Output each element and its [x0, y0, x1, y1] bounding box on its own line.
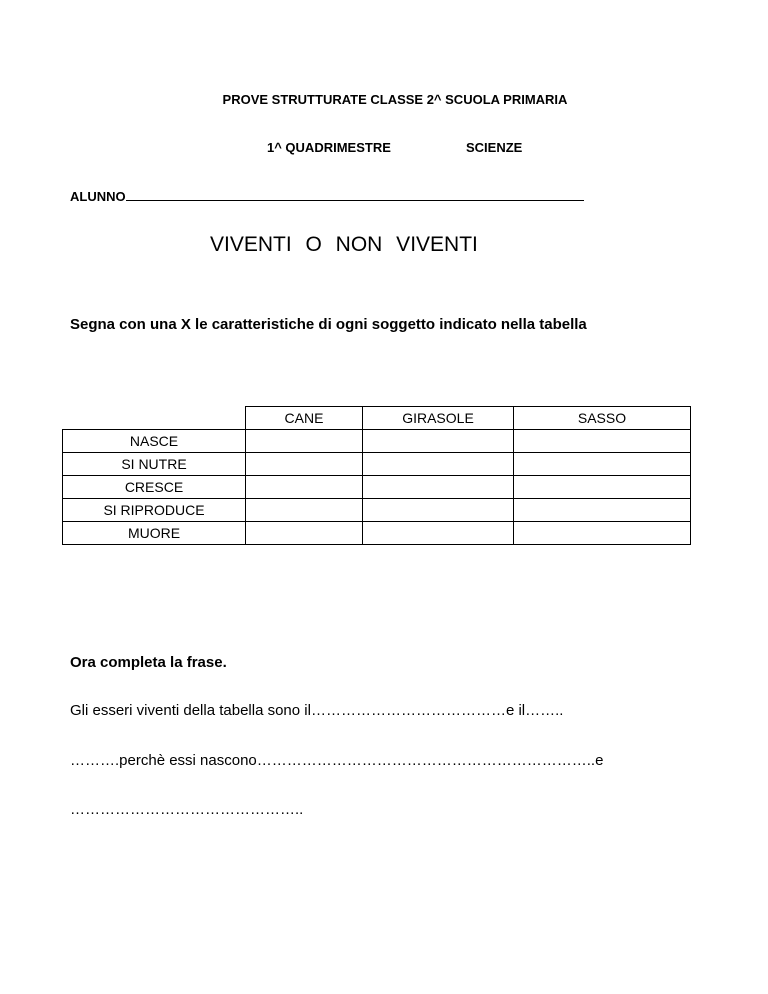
quarter-label: 1^ QUADRIMESTRE [267, 140, 391, 155]
table-row [63, 522, 691, 545]
row-label-si-nutre: SI NUTRE [63, 453, 246, 476]
column-header-girasole: GIRASOLE [363, 407, 514, 430]
table-corner [63, 407, 246, 430]
subject-label: SCIENZE [466, 140, 523, 155]
instruction-text: Segna con una X le caratteristiche di ogni soggetto indicato nella tabella [70, 316, 587, 333]
row-label-nasce: NASCE [63, 430, 246, 453]
checkbox-cell[interactable] [246, 430, 363, 453]
checkbox-cell[interactable] [246, 499, 363, 522]
row-label-cresce: CRESCE [63, 476, 246, 499]
page-title: VIVENTI O NON VIVENTI [210, 233, 478, 256]
checkbox-cell[interactable] [514, 476, 691, 499]
column-header-sasso: SASSO [514, 407, 691, 430]
student-label: ALUNNO [70, 189, 126, 204]
checkbox-cell[interactable] [363, 499, 514, 522]
checkbox-cell[interactable] [363, 476, 514, 499]
checkbox-cell[interactable] [363, 522, 514, 545]
document-header: PROVE STRUTTURATE CLASSE 2^ SCUOLA PRIMARIA [222, 92, 568, 107]
row-label-muore: MUORE [63, 522, 246, 545]
student-name-row [70, 188, 584, 204]
table-row [63, 430, 691, 453]
checkbox-cell[interactable] [514, 522, 691, 545]
checkbox-cell[interactable] [246, 453, 363, 476]
sentence-line-2: ……….perchè essi nascono…………………………………………………………..e [70, 752, 604, 769]
table-row [63, 476, 691, 499]
row-label-si-riproduce: SI RIPRODUCE [63, 499, 246, 522]
table-row [63, 453, 691, 476]
checkbox-cell[interactable] [363, 453, 514, 476]
checkbox-cell[interactable] [363, 430, 514, 453]
checkbox-cell[interactable] [514, 430, 691, 453]
sentence-line-1: Gli esseri viventi della tabella sono il…………………………………e il…….. [70, 702, 564, 719]
column-header-cane: CANE [246, 407, 363, 430]
sentence-line-3: ……………………………………….. [70, 801, 304, 818]
table-header-row [63, 407, 691, 430]
checkbox-cell[interactable] [246, 522, 363, 545]
student-name-line [126, 188, 584, 201]
checkbox-cell[interactable] [246, 476, 363, 499]
characteristics-table [62, 406, 691, 545]
table-row [63, 499, 691, 522]
exercise-heading: Ora completa la frase. [70, 654, 227, 671]
checkbox-cell[interactable] [514, 453, 691, 476]
checkbox-cell[interactable] [514, 499, 691, 522]
